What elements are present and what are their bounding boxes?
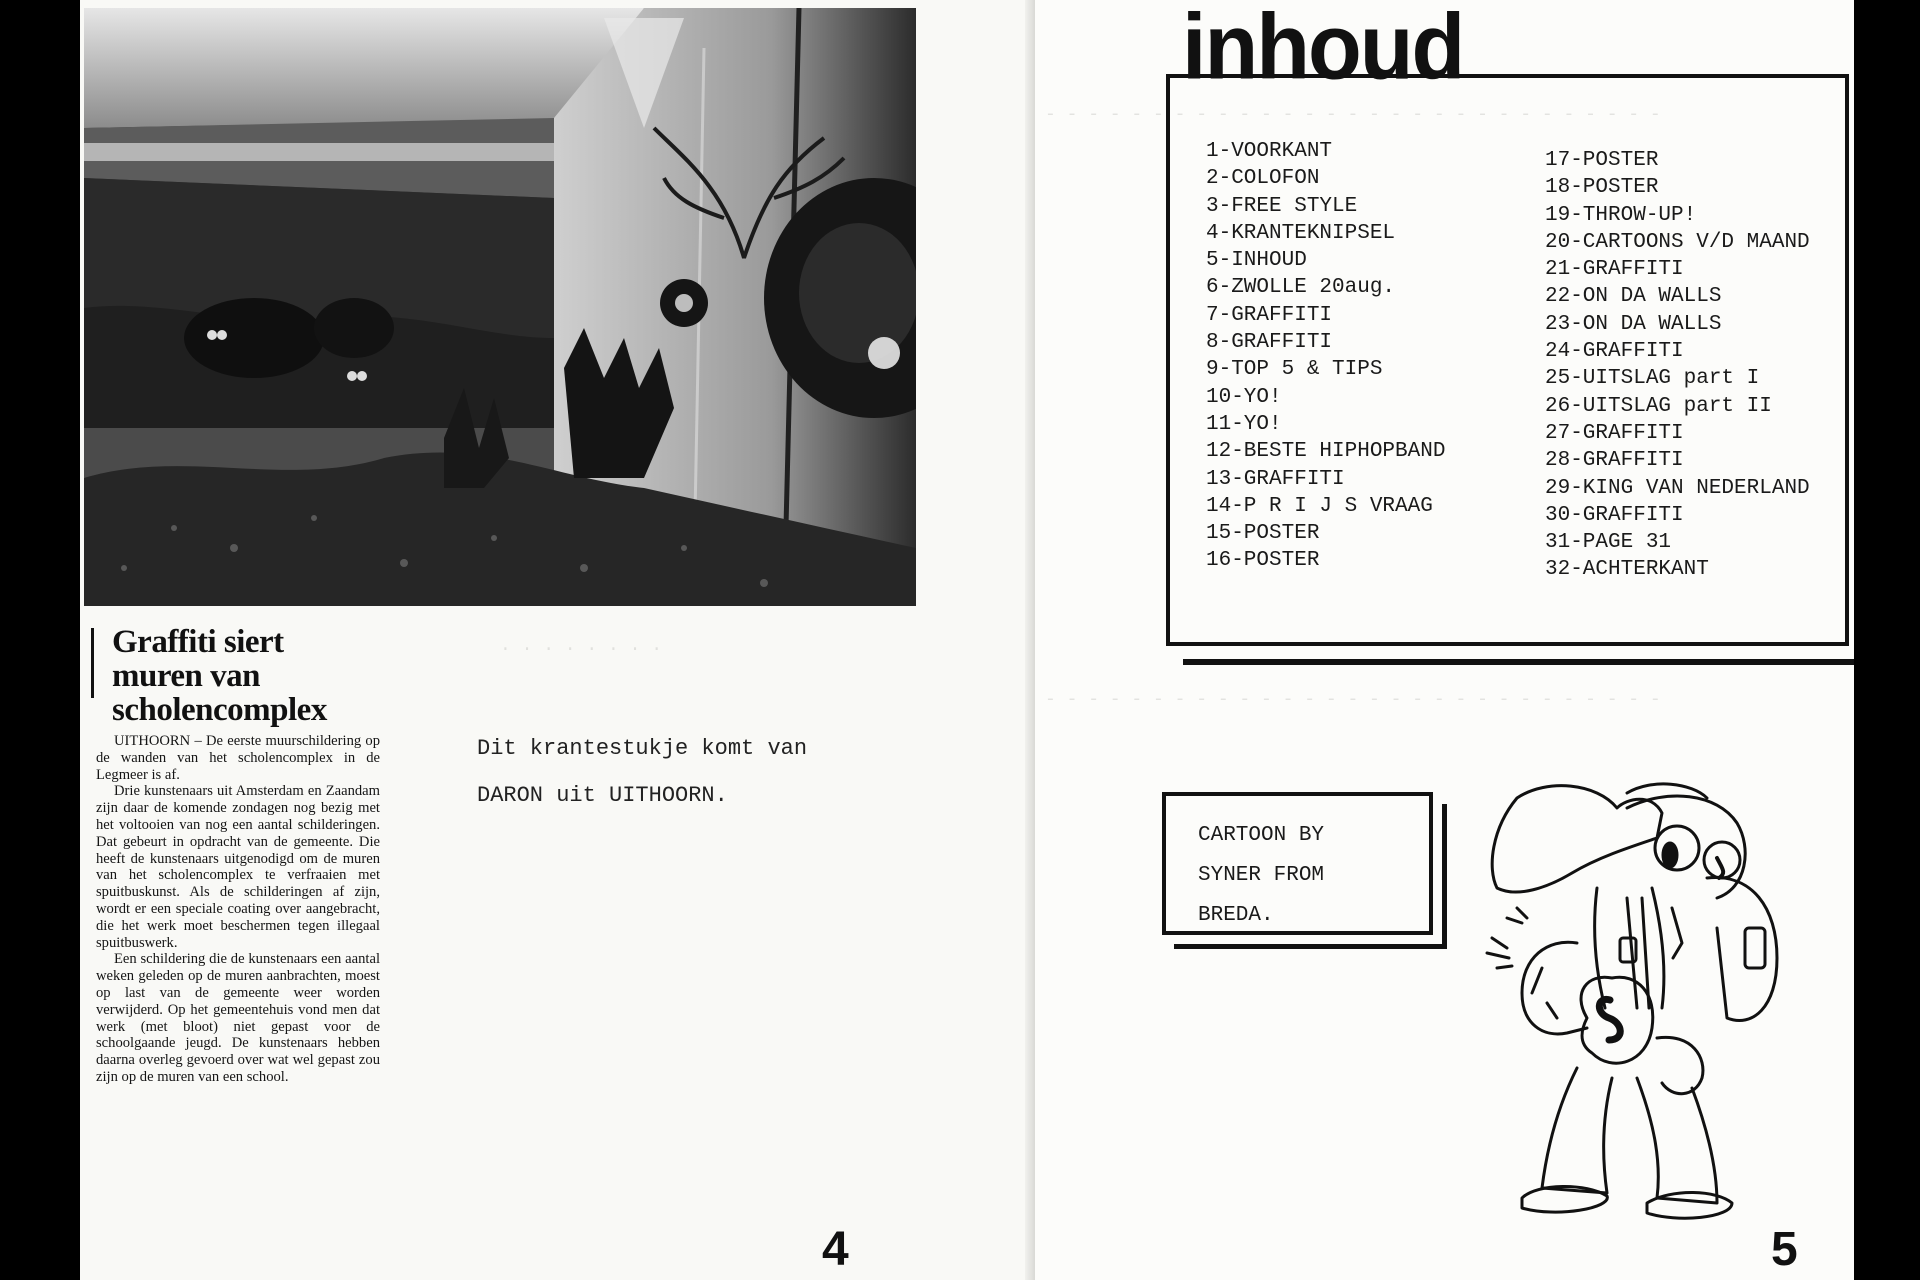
toc-entry: 28-GRAFFITI — [1545, 449, 1684, 473]
source-note — [477, 725, 947, 819]
table-of-contents-box — [1166, 74, 1849, 646]
toc-entry: 11-YO! — [1206, 412, 1282, 436]
toc-entry: 5-INHOUD — [1206, 249, 1307, 273]
toc-entry: 16-POSTER — [1206, 549, 1320, 573]
article-paragraph: UITHOORN – De eerste muurschildering op de wanden van het scholencomplex in de Legmeer is af. — [96, 733, 380, 783]
graffiti-mural-photo — [84, 8, 916, 606]
note-line: DARON uit UITHOORN. — [477, 783, 728, 808]
credit-line: BREDA. — [1198, 904, 1274, 927]
toc-entry: 10-YO! — [1206, 385, 1282, 409]
toc-entry: 25-UITSLAG part I — [1545, 367, 1760, 391]
toc-entry: 13-GRAFFITI — [1206, 467, 1345, 491]
cartoon-credit-box — [1162, 792, 1433, 935]
toc-entry: 15-POSTER — [1206, 522, 1320, 546]
toc-entry: 26-UITSLAG part II — [1545, 394, 1772, 418]
toc-entry: 22-ON DA WALLS — [1545, 285, 1722, 309]
cartoon-character-drawing — [1477, 778, 1817, 1223]
page-number-right: 5 — [1771, 1223, 1798, 1276]
toc-entry: 30-GRAFFITI — [1545, 503, 1684, 527]
toc-entry: 20-CARTOONS V/D MAAND — [1545, 230, 1810, 254]
cartoon-credit — [1198, 816, 1324, 936]
toc-entry: 18-POSTER — [1545, 176, 1659, 200]
page-4: · · · · · · · · Graffiti siert muren van scholencomplex UITHOORN – De eerste muurschildering op de wanden van het scholencomplex in de Legmeer is af. Drie kunstenaars uit Amsterdam en Zaandam zijn daar de komende zondagen nog bezig met het voltooien van nog een aantal schilderingen. Dat gebeurt in opdracht van de gemeente. Die heeft de kunstenaars uitgenodigd om de muren van het scholencomplex te verfraaien met spuitbuskunst. Als de schilderingen af zijn, wordt er een speciale coating over aangebracht, die het werk moet beschermen tegen illegaal spuitbuswerk. Een schildering die de kunstenaars een aantal weken geleden op de muren aanbrachten, moest op last van de gemeente weer worden verwijderd. Op het gemeentehuis vond men dat werk (met bloot) niet gepast voor de schoolgaande jeugd. De kunstenaars hebben daarna overleg gevoerd over wat wel gepast zou zijn op de muren van een school. Dit krantestukje komt van DARON uit UITHOORN. 4 — [80, 0, 1035, 1280]
credit-line: CARTOON BY — [1198, 824, 1325, 847]
note-line: Dit krantestukje komt van — [477, 736, 808, 761]
inhoud-title: inhoud — [1182, 0, 1464, 99]
credit-line: SYNER FROM — [1198, 864, 1325, 887]
toc-entry: 31-PAGE 31 — [1545, 531, 1672, 555]
page-number-left: 4 — [822, 1223, 849, 1276]
page-5: - - - - - - - - - - - - - - - - - - - - - - - - - - - - - - - - - - - - - - - - - - - - - - - - - - - - - - - - - - inhoud 1-VOORKANT 2-COLOFON 3-FREE STYLE 4-KRANTEKNIPSEL 5-INHOUD 6-ZWOLLE 20aug. 7-GRAFFITI 8-GRAFFITI 9-TOP 5 & TIPS 10-YO! 11-YO! 12-BESTE HIPHOPBAND 13-GRAFFITI 14-P R I J S VRAAG 15-POSTER 16-POSTER 17-POSTER 18-POSTER 19-THROW-UP! 20-CARTOONS V/D MAAND 21-GRAFFITI 22-ON DA WALLS 23-ON DA WALLS 24-GRAFFITI 25-UITSLAG part I 26-UITSLAG part II 27-GRAFFITI 28-GRAFFITI 29-KING VAN NEDERLAND 30-GRAFFITI 31-PAGE 31 32-ACHTERKANT CARTOON BY SYNER FROM BREDA. 5 — [1035, 0, 1854, 1280]
toc-entry: 9-TOP 5 & TIPS — [1206, 358, 1383, 382]
toc-entry: 8-GRAFFITI — [1206, 331, 1333, 355]
toc-entry: 6-ZWOLLE 20aug. — [1206, 276, 1396, 300]
article-body — [96, 733, 380, 1086]
toc-entry: 32-ACHTERKANT — [1545, 558, 1709, 582]
toc-entry: 4-KRANTEKNIPSEL — [1206, 221, 1396, 245]
toc-entry: 17-POSTER — [1545, 149, 1659, 172]
toc-entry: 2-COLOFON — [1206, 167, 1320, 191]
toc-entry: 3-FREE STYLE — [1206, 194, 1358, 218]
toc-column-right — [1545, 147, 1810, 584]
toc-entry: 1-VOORKANT — [1206, 140, 1333, 163]
toc-entry: 21-GRAFFITI — [1545, 258, 1684, 282]
headline-rule — [91, 628, 94, 698]
article-paragraph: Een schildering die de kunstenaars een aantal weken geleden op de muren aanbrachten, moest op last van de gemeente weer worden verwijderd. Op het gemeentehuis vond men dat werk (met bloot) niet gepast voor de schoolgaande jeugd. De kunstenaars hebben daarna overleg gevoerd over wat wel gepast zou zijn op de muren van een school. — [96, 951, 380, 1085]
toc-entry: 27-GRAFFITI — [1545, 421, 1684, 445]
toc-entry: 19-THROW-UP! — [1545, 203, 1697, 227]
article-headline: Graffiti siert muren van scholencomplex — [112, 624, 327, 728]
toc-entry: 24-GRAFFITI — [1545, 340, 1684, 364]
toc-column-left — [1206, 138, 1445, 575]
magazine-spread — [80, 0, 1854, 1280]
toc-entry: 14-P R I J S VRAAG — [1206, 494, 1433, 518]
toc-entry: 23-ON DA WALLS — [1545, 312, 1722, 336]
toc-entry: 12-BESTE HIPHOPBAND — [1206, 440, 1446, 464]
toc-entry: 7-GRAFFITI — [1206, 303, 1333, 327]
toc-entry: 29-KING VAN NEDERLAND — [1545, 476, 1810, 500]
article-paragraph: Drie kunstenaars uit Amsterdam en Zaandam zijn daar de komende zondagen nog bezig met het voltooien van nog een aantal schilderingen. Dat gebeurt in opdracht van de gemeente. Die heeft de kunstenaars uitgenodigd om de muren van het scholencomplex te verfraaien met spuitbuskunst. Als de schilderingen af zijn, wordt er een speciale coating over aangebracht, die het werk moet beschermen tegen illegaal spuitbuswerk. — [96, 783, 380, 951]
